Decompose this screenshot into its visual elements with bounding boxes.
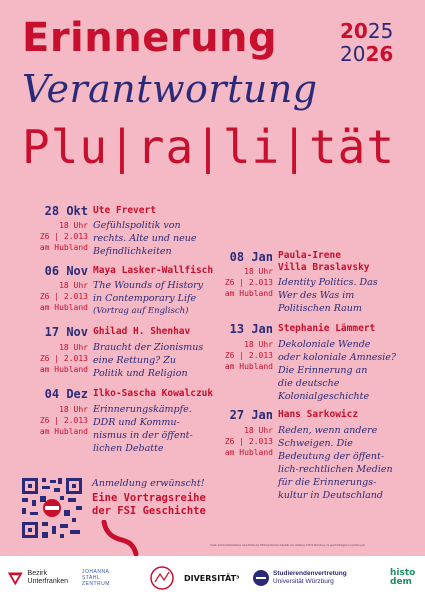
sponsor-logo-strip — [0, 556, 425, 600]
event-speaker: Ghilad H. Shenhav — [93, 326, 191, 337]
logo-bezirk-unterfranken: Bezirk Unterfranken — [6, 556, 68, 600]
event-location: 18 Uhr Z6 | 2.013 am Hubland — [39, 281, 88, 312]
event-speaker: Ute Frevert — [93, 205, 156, 216]
logo-johanna-stahl-zentrum: JOHANNA STAHL ZENTRUM — [82, 569, 110, 587]
event-date: 28 Okt — [44, 204, 88, 218]
series-credit: Eine Vortragsreihe der FSI Geschichte — [92, 492, 206, 517]
drawing-logo-icon — [148, 564, 176, 592]
event-date: 27 Jan — [229, 408, 273, 422]
event-location: 18 Uhr Z6 | 2.013 am Hubland — [39, 405, 88, 436]
event-title: Gefühlspolitik von rechts. Alte und neue Befindlichkeiten — [93, 220, 197, 257]
event-location: 18 Uhr Z6 | 2.013 am Hubland — [224, 340, 273, 371]
year-2026-part2: 26 — [365, 42, 394, 66]
event-speaker: Ilko-Sascha Kowalczuk — [93, 388, 214, 399]
event-speaker: Stephanie Lämmert — [278, 323, 376, 334]
year-2025-part1: 20 — [340, 19, 368, 43]
event-date: 13 Jan — [229, 322, 273, 336]
event-speaker: Paula-Irene Villa Braslavsky — [278, 250, 370, 273]
event-location: 18 Uhr Z6 | 2.013 am Hubland — [39, 221, 88, 252]
event-title: The Wounds of History in Contemporary Life (Vortrag auf Englisch) — [93, 280, 204, 316]
event-title: Braucht der Zionismus eine Rettung? Zu Politik und Religion — [93, 342, 204, 379]
event-date: 04 Dez — [44, 387, 88, 401]
logo-histodem: histo dem — [390, 568, 416, 587]
stuv-badge-icon — [252, 569, 270, 587]
qr-code-icon[interactable] — [20, 476, 84, 540]
year-2026-part1: 20 — [340, 42, 366, 66]
logo-illustration — [148, 556, 180, 600]
event-date: 08 Jan — [229, 250, 273, 264]
event-location: 18 Uhr Z6 | 2.013 am Hubland — [224, 267, 273, 298]
year-badge — [340, 20, 393, 66]
event-title: Identity Politics. Das Wer des Was im Politischen Raum — [278, 277, 378, 314]
event-title: Erinnerungskämpfe. DDR und Kommu- nismus in der öffent- lichen Debatte — [93, 404, 193, 454]
event-title: Dekoloniale Wende oder koloniale Amnesie? Die Erinnerung an die deutsche Kolonialgeschichte — [278, 339, 396, 402]
event-date: 17 Nov — [44, 325, 88, 339]
title-pluralitaet: Plu|ra|li|tät — [22, 120, 396, 174]
title-verantwortung: Verantwortung — [22, 67, 318, 111]
logo-studierendenvertretung: Studierendenvertretung Universität Würzburg — [252, 556, 382, 600]
squiggle-decoration-icon — [100, 520, 150, 556]
logo-diversitaet: DIVERSITÄT³ — [184, 573, 240, 583]
event-location: 18 Uhr Z6 | 2.013 am Hubland — [39, 343, 88, 374]
imprint-text: Inhalt: Fachschaftsinitiative Geschichte der Philosophischen Fakultät, Am Hubland, 97074 Würzburg, fsi-geschichte@uni-wuerzburg.de — [210, 544, 366, 547]
bezirk-shield-icon — [6, 568, 25, 588]
year-2025-part2: 25 — [367, 19, 394, 43]
title-erinnerung: Erinnerung — [22, 15, 278, 61]
event-speaker: Maya Lasker-Wallfisch — [93, 265, 214, 276]
registration-note: Anmeldung erwünscht! — [92, 478, 205, 489]
event-title: Reden, wenn andere Schweigen. Die Bedeutung der öffent- lich-rechtlichen Medien für die Erinnerungs- kultur in Deutschland — [278, 425, 393, 501]
event-date: 06 Nov — [44, 264, 88, 278]
event-location: 18 Uhr Z6 | 2.013 am Hubland — [224, 426, 273, 457]
event-speaker: Hans Sarkowicz — [278, 409, 359, 420]
